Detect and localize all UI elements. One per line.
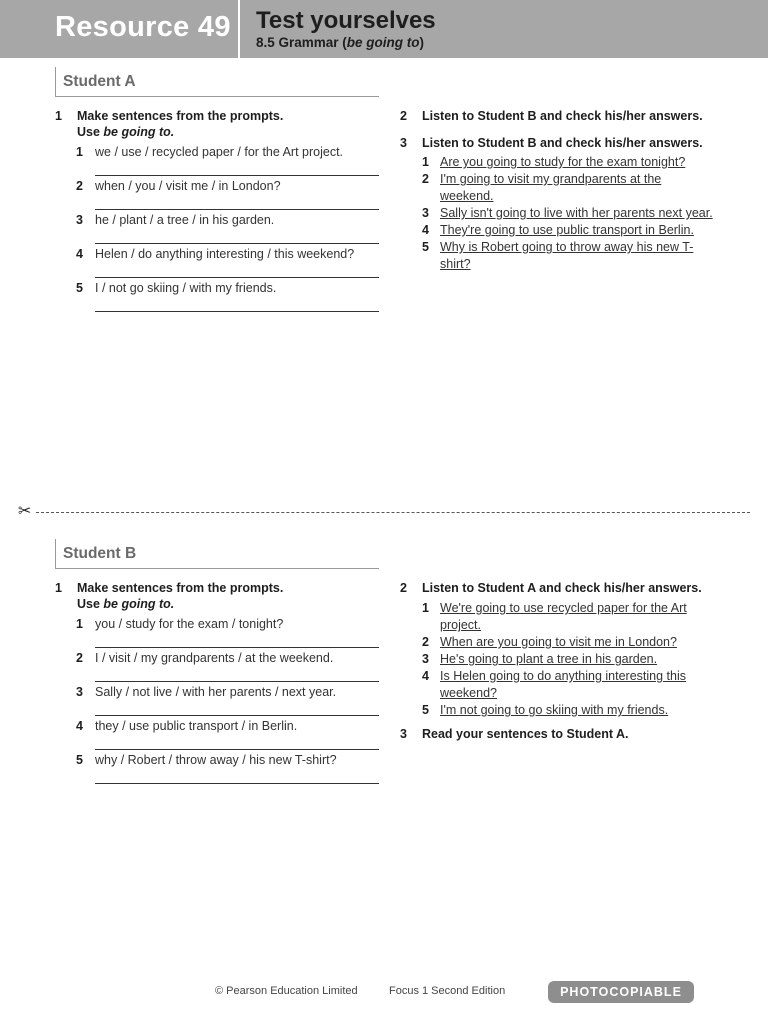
student-a-answer-line-5[interactable] [95, 311, 379, 312]
student-a-answer-line-3[interactable] [95, 243, 379, 244]
photocopiable-badge: PHOTOCOPIABLE [548, 981, 694, 1003]
student-b-answer-line-5[interactable] [95, 783, 379, 784]
student-a-heading: Student A [55, 67, 379, 97]
header-divider [238, 0, 240, 58]
page-header [0, 0, 768, 58]
scissors-icon: ✂ [18, 503, 32, 520]
resource-number: Resource 49 [55, 11, 231, 43]
page-subtitle: 8.5 Grammar (be going to) [256, 35, 425, 50]
footer-edition: Focus 1 Second Edition [389, 985, 506, 997]
student-a-answer-line-2[interactable] [95, 209, 379, 210]
student-b-heading: Student B [55, 539, 379, 569]
student-b-answer-line-4[interactable] [95, 749, 379, 750]
footer-copyright: © Pearson Education Limited [215, 985, 358, 997]
cut-line [36, 512, 750, 513]
student-b-answer-line-3[interactable] [95, 715, 379, 716]
student-b-answer-line-2[interactable] [95, 681, 379, 682]
student-b-answer-line-1[interactable] [95, 647, 379, 648]
page-title: Test yourselves [256, 7, 436, 34]
student-a-answer-line-4[interactable] [95, 277, 379, 278]
student-a-answer-line-1[interactable] [95, 175, 379, 176]
